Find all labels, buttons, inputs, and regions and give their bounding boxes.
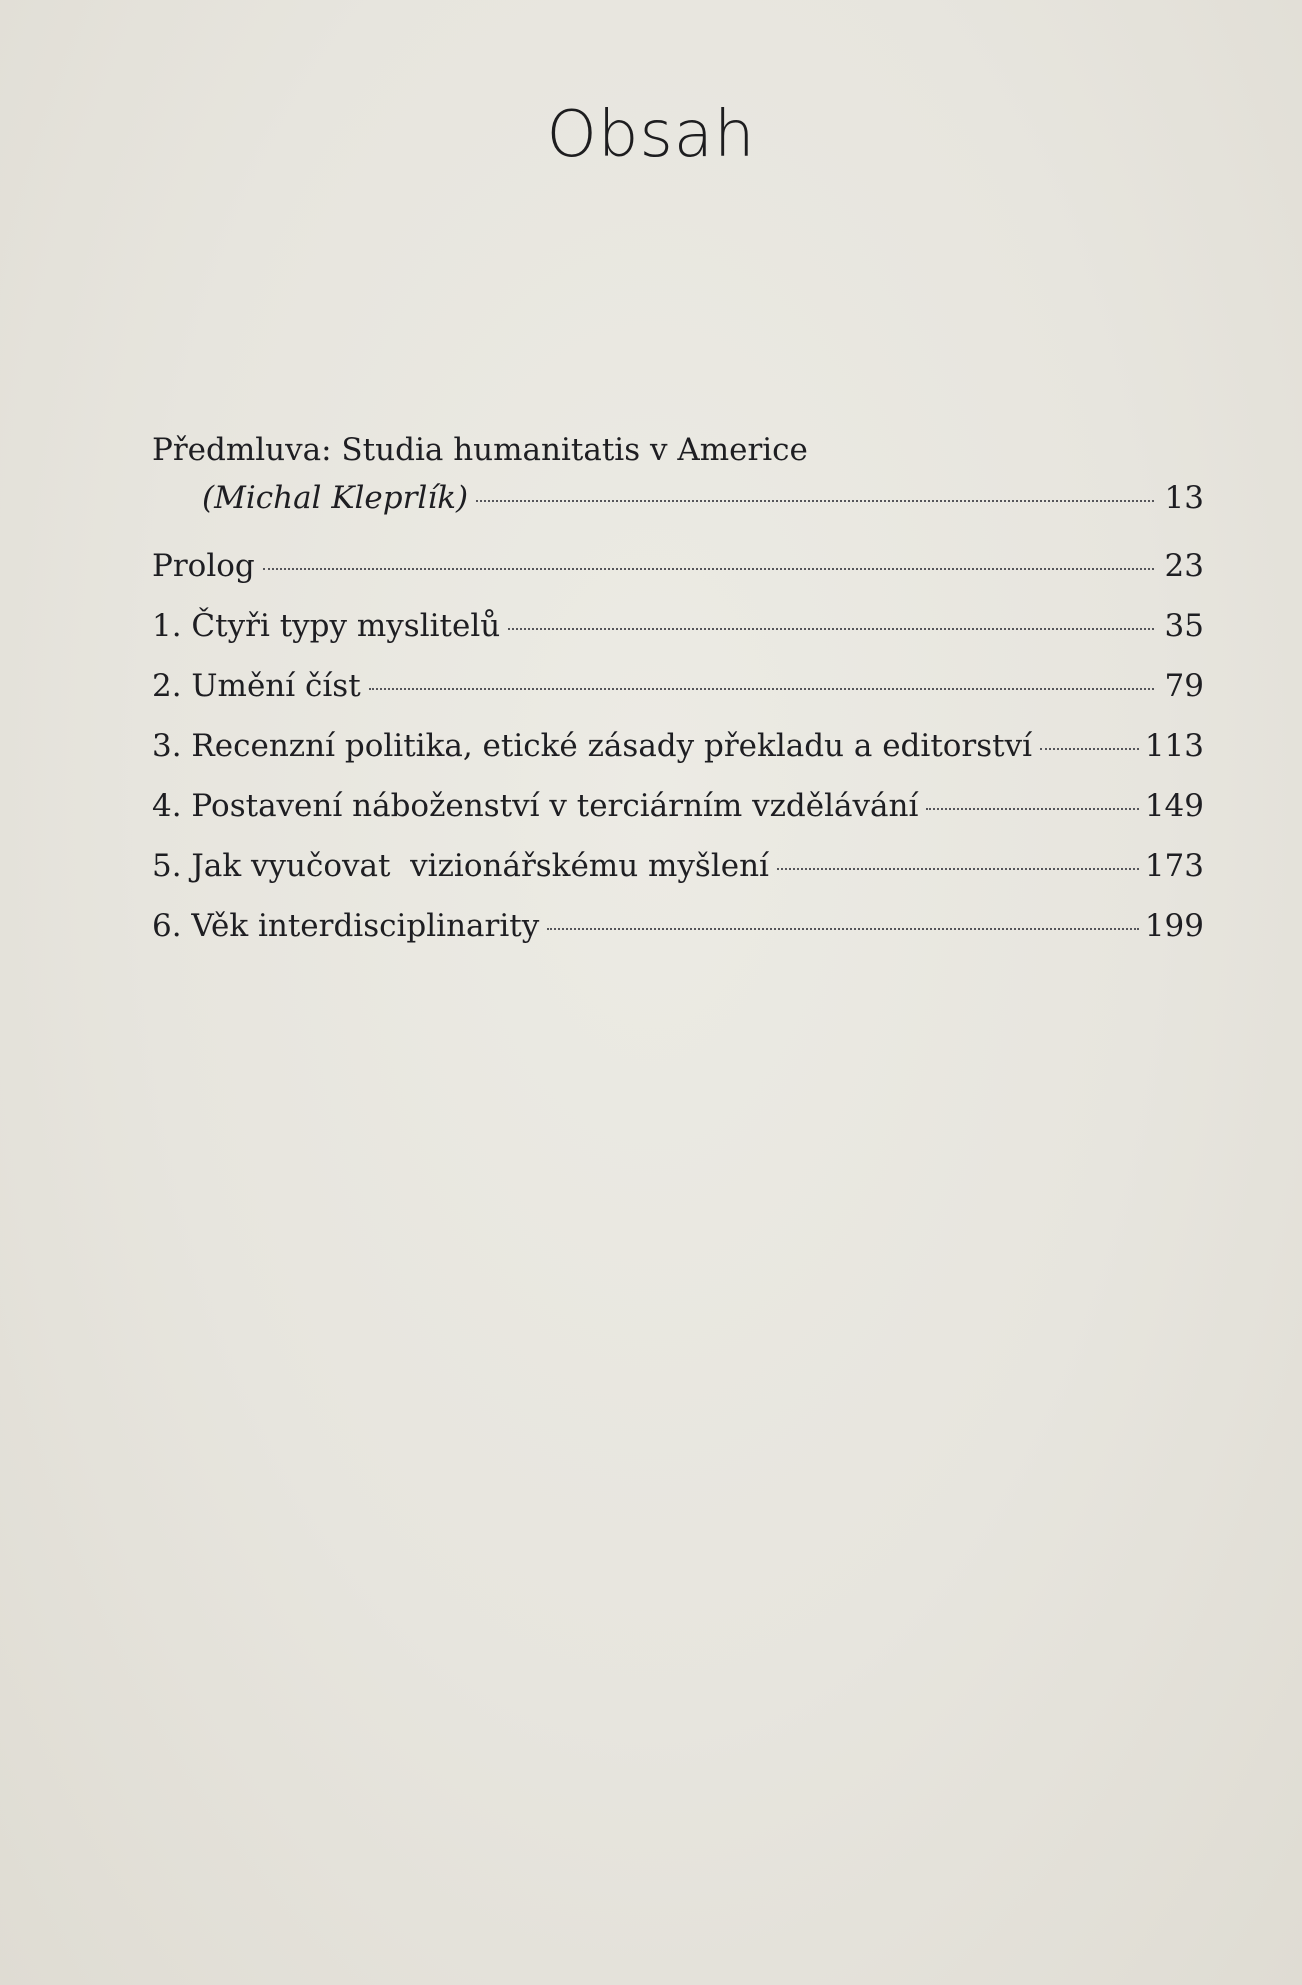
dot-leader xyxy=(508,628,1154,630)
toc-entry xyxy=(152,908,1204,968)
toc-entry xyxy=(152,548,1204,608)
dot-leader xyxy=(476,500,1154,502)
toc-entry-preface-author xyxy=(152,480,1204,548)
toc-entry xyxy=(152,788,1204,848)
toc-entry-label: 5. Jak vyučovat vizionářskému myšlení xyxy=(152,848,769,884)
dot-leader xyxy=(547,928,1139,930)
toc-entry-page: 79 xyxy=(1164,668,1204,704)
toc-entry-page: 199 xyxy=(1144,908,1204,944)
toc-entry-author: (Michal Kleprlík) xyxy=(202,480,469,516)
toc-entry-page: 149 xyxy=(1144,788,1204,824)
toc-entry-page: 173 xyxy=(1144,848,1204,884)
toc-entry-preface xyxy=(152,432,1204,480)
toc-entry-label: Prolog xyxy=(152,548,255,584)
toc-entry-page: 13 xyxy=(1164,480,1204,516)
dot-leader xyxy=(926,808,1138,810)
toc-entry-label: 3. Recenzní politika, etické zásady překladu a editorství xyxy=(152,728,1033,764)
dot-leader xyxy=(777,868,1139,870)
toc-entry xyxy=(152,668,1204,728)
toc-entry xyxy=(152,608,1204,668)
toc-entry-page: 23 xyxy=(1164,548,1204,584)
toc-entry xyxy=(152,728,1204,788)
toc-entry-label: Předmluva: Studia humanitatis v Americe xyxy=(152,432,808,468)
toc-entry-label: 2. Umění číst xyxy=(152,668,361,704)
dot-leader xyxy=(263,568,1154,570)
toc-entry-label: 1. Čtyři typy myslitelů xyxy=(152,608,501,644)
toc-entry-label: 6. Věk interdisciplinarity xyxy=(152,908,540,944)
toc-entry xyxy=(152,848,1204,908)
dot-leader xyxy=(1040,748,1139,750)
table-of-contents xyxy=(152,432,1204,968)
toc-entry-label: 4. Postavení náboženství v terciárním vzdělávání xyxy=(152,788,919,824)
dot-leader xyxy=(369,688,1154,690)
toc-entry-page: 113 xyxy=(1144,728,1204,764)
page-title: Obsah xyxy=(546,98,756,172)
toc-entry-page: 35 xyxy=(1164,608,1204,644)
